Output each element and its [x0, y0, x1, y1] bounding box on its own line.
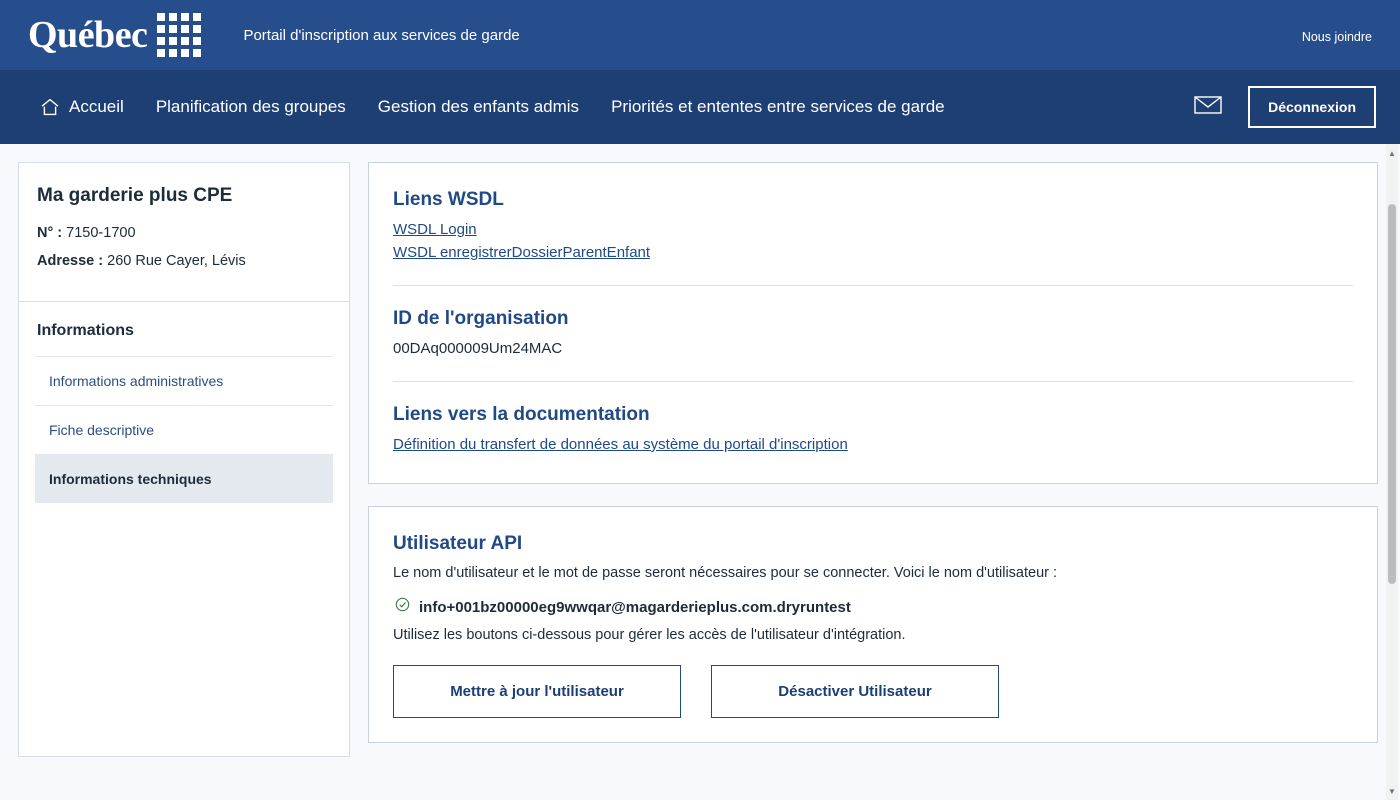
envelope-icon[interactable] — [1194, 95, 1222, 120]
logout-button[interactable]: Déconnexion — [1248, 86, 1376, 128]
page-scrollbar[interactable] — [1386, 144, 1398, 800]
sidebar-links — [19, 356, 349, 503]
documentation-title: Liens vers la documentation — [393, 404, 650, 425]
divider — [393, 285, 1353, 286]
divider — [393, 381, 1353, 382]
logo-text: Québec — [28, 14, 148, 56]
portal-title: Portail d'inscription aux services de garde — [243, 26, 520, 44]
organisation-id-title: ID de l'organisation — [393, 308, 569, 329]
sidebar — [18, 162, 350, 757]
org-number-label: N° : — [37, 225, 63, 241]
disable-user-button[interactable]: Désactiver Utilisateur — [711, 665, 999, 718]
sidebar-item-informations-techniques[interactable]: Informations techniques — [35, 454, 333, 503]
documentation-link[interactable]: Définition du transfert de données au système du portail d'inscription — [393, 436, 848, 453]
wsdl-enregistrer-dossier-parent-enfant-link[interactable]: WSDL enregistrerDossierParentEnfant — [393, 244, 651, 261]
api-user-actions — [393, 665, 1353, 718]
org-summary — [19, 163, 349, 302]
nav-items — [24, 97, 961, 117]
api-user-card — [368, 506, 1378, 743]
org-address-value: 260 Rue Cayer, Lévis — [107, 253, 246, 269]
nav-item-label: Planification des groupes — [155, 97, 346, 116]
home-icon — [40, 97, 60, 117]
organisation-id-section — [393, 308, 1353, 357]
nav-item-priorites-et-ententes[interactable] — [595, 97, 961, 117]
sidebar-item-informations-administratives[interactable]: Informations administratives — [35, 356, 333, 405]
brand-header — [0, 0, 1400, 70]
api-username-row — [395, 597, 1353, 617]
nav-item-label: Accueil — [69, 97, 124, 116]
api-username-value: info+001bz00000eg9wwqar@magarderieplus.com.dryruntest — [419, 598, 851, 616]
sidebar-section-title: Informations — [37, 322, 134, 339]
scrollbar-thumb[interactable] — [1388, 204, 1396, 584]
scroll-down-arrow-icon[interactable]: ▼ — [1388, 786, 1396, 796]
update-user-button[interactable]: Mettre à jour l'utilisateur — [393, 665, 681, 718]
wsdl-login-link[interactable]: WSDL Login — [393, 221, 477, 238]
api-user-intro: Le nom d'utilisateur et le mot de passe seront nécessaires pour se connecter. Voici le nom d'utilisateur : — [393, 565, 1058, 581]
quebec-logo[interactable] — [28, 13, 201, 57]
page-body — [0, 144, 1400, 800]
main-navigation — [0, 70, 1400, 144]
nav-item-gestion-des-enfants-admis[interactable] — [362, 97, 595, 117]
organisation-id-value: 00DAq000009Um24MAC — [393, 340, 563, 357]
org-name: Ma garderie plus CPE — [37, 185, 233, 206]
api-user-title: Utilisateur API — [393, 533, 523, 554]
quebec-fleur-de-lys-grid-icon — [157, 13, 201, 57]
sidebar-item-fiche-descriptive[interactable]: Fiche descriptive — [35, 405, 333, 454]
wsdl-section — [393, 189, 1353, 261]
wsdl-title: Liens WSDL — [393, 189, 504, 210]
main-content — [368, 162, 1400, 800]
documentation-section — [393, 404, 1353, 453]
technical-info-card — [368, 162, 1378, 484]
nav-item-label: Priorités et ententes entre services de garde — [611, 97, 945, 116]
nav-right-actions — [1194, 86, 1376, 128]
org-address-label: Adresse : — [37, 253, 104, 269]
scroll-up-arrow-icon[interactable]: ▲ — [1388, 148, 1396, 158]
org-number — [37, 225, 331, 241]
org-number-value: 7150-1700 — [66, 225, 136, 241]
nav-item-label: Gestion des enfants admis — [377, 97, 580, 116]
check-circle-icon — [395, 597, 410, 617]
org-address — [37, 253, 331, 269]
api-user-buttons-note: Utilisez les boutons ci-dessous pour gérer les accès de l'utilisateur d'intégration. — [393, 627, 906, 643]
nav-item-accueil[interactable] — [24, 97, 140, 117]
contact-link[interactable]: Nous joindre — [1301, 30, 1372, 44]
nav-item-planification-des-groupes[interactable] — [140, 97, 362, 117]
